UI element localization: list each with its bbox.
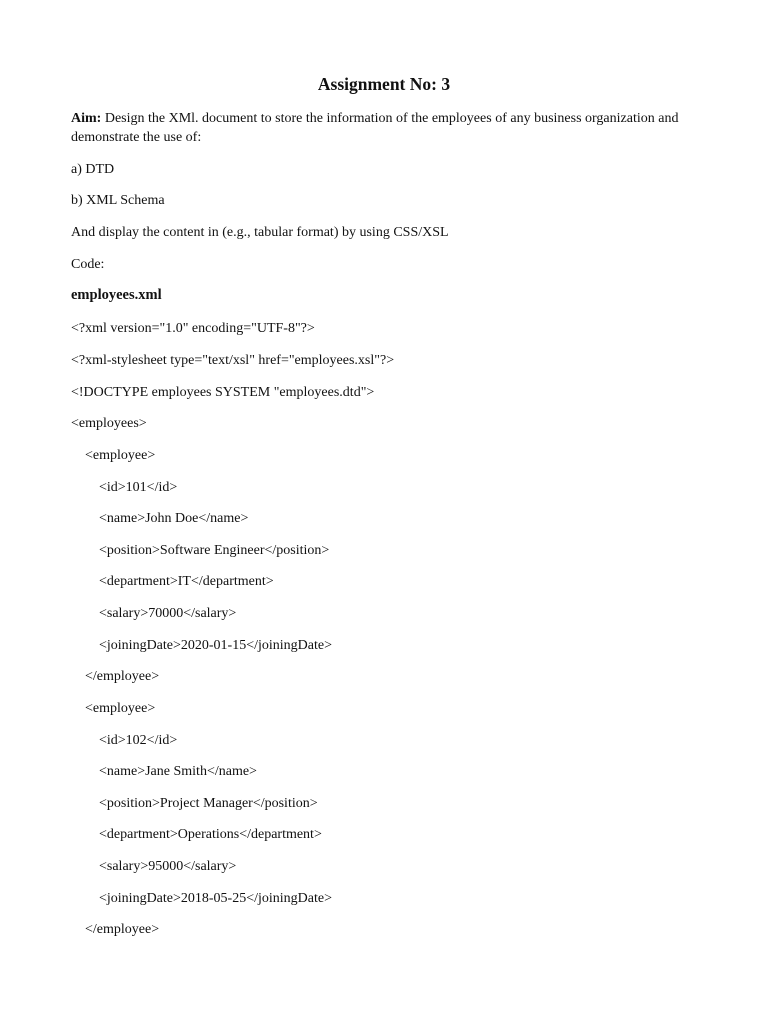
- list-item-xml-schema: b) XML Schema: [71, 193, 165, 208]
- code-line: <id>101</id>: [99, 480, 178, 495]
- code-line: <name>Jane Smith</name>: [99, 764, 257, 779]
- code-line: <employee>: [85, 448, 156, 463]
- code-line: <department>Operations</department>: [99, 827, 322, 842]
- code-line: <position>Software Engineer</position>: [99, 543, 330, 558]
- file-heading: employees.xml: [71, 287, 162, 303]
- code-line: </employee>: [85, 669, 160, 684]
- code-line: <!DOCTYPE employees SYSTEM "employees.dtd">: [71, 385, 375, 400]
- code-label: Code:: [71, 257, 105, 272]
- code-line: <id>102</id>: [99, 733, 178, 748]
- aim-label: Aim:: [71, 111, 102, 126]
- aim-paragraph: [71, 109, 691, 147]
- code-line: <joiningDate>2018-05-25</joiningDate>: [99, 891, 332, 906]
- code-line: <department>IT</department>: [99, 574, 274, 589]
- code-line: <position>Project Manager</position>: [99, 796, 318, 811]
- code-line: <employee>: [85, 701, 156, 716]
- code-line: <?xml-stylesheet type="text/xsl" href="employees.xsl"?>: [71, 353, 395, 368]
- code-line: <employees>: [71, 416, 147, 431]
- list-item-dtd: a) DTD: [71, 162, 115, 177]
- code-line: <salary>95000</salary>: [99, 859, 237, 874]
- assignment-title: Assignment No: 3: [317, 74, 451, 94]
- code-line: <?xml version="1.0" encoding="UTF-8"?>: [71, 321, 315, 336]
- display-instruction: And display the content in (e.g., tabular format) by using CSS/XSL: [71, 225, 449, 240]
- aim-text: Design the XMl. document to store the information of the employees of any business organization and demonstrate the use of:: [71, 111, 679, 145]
- code-line: <salary>70000</salary>: [99, 606, 237, 621]
- code-line: <name>John Doe</name>: [99, 511, 249, 526]
- code-line: </employee>: [85, 922, 160, 937]
- code-line: <joiningDate>2020-01-15</joiningDate>: [99, 638, 332, 653]
